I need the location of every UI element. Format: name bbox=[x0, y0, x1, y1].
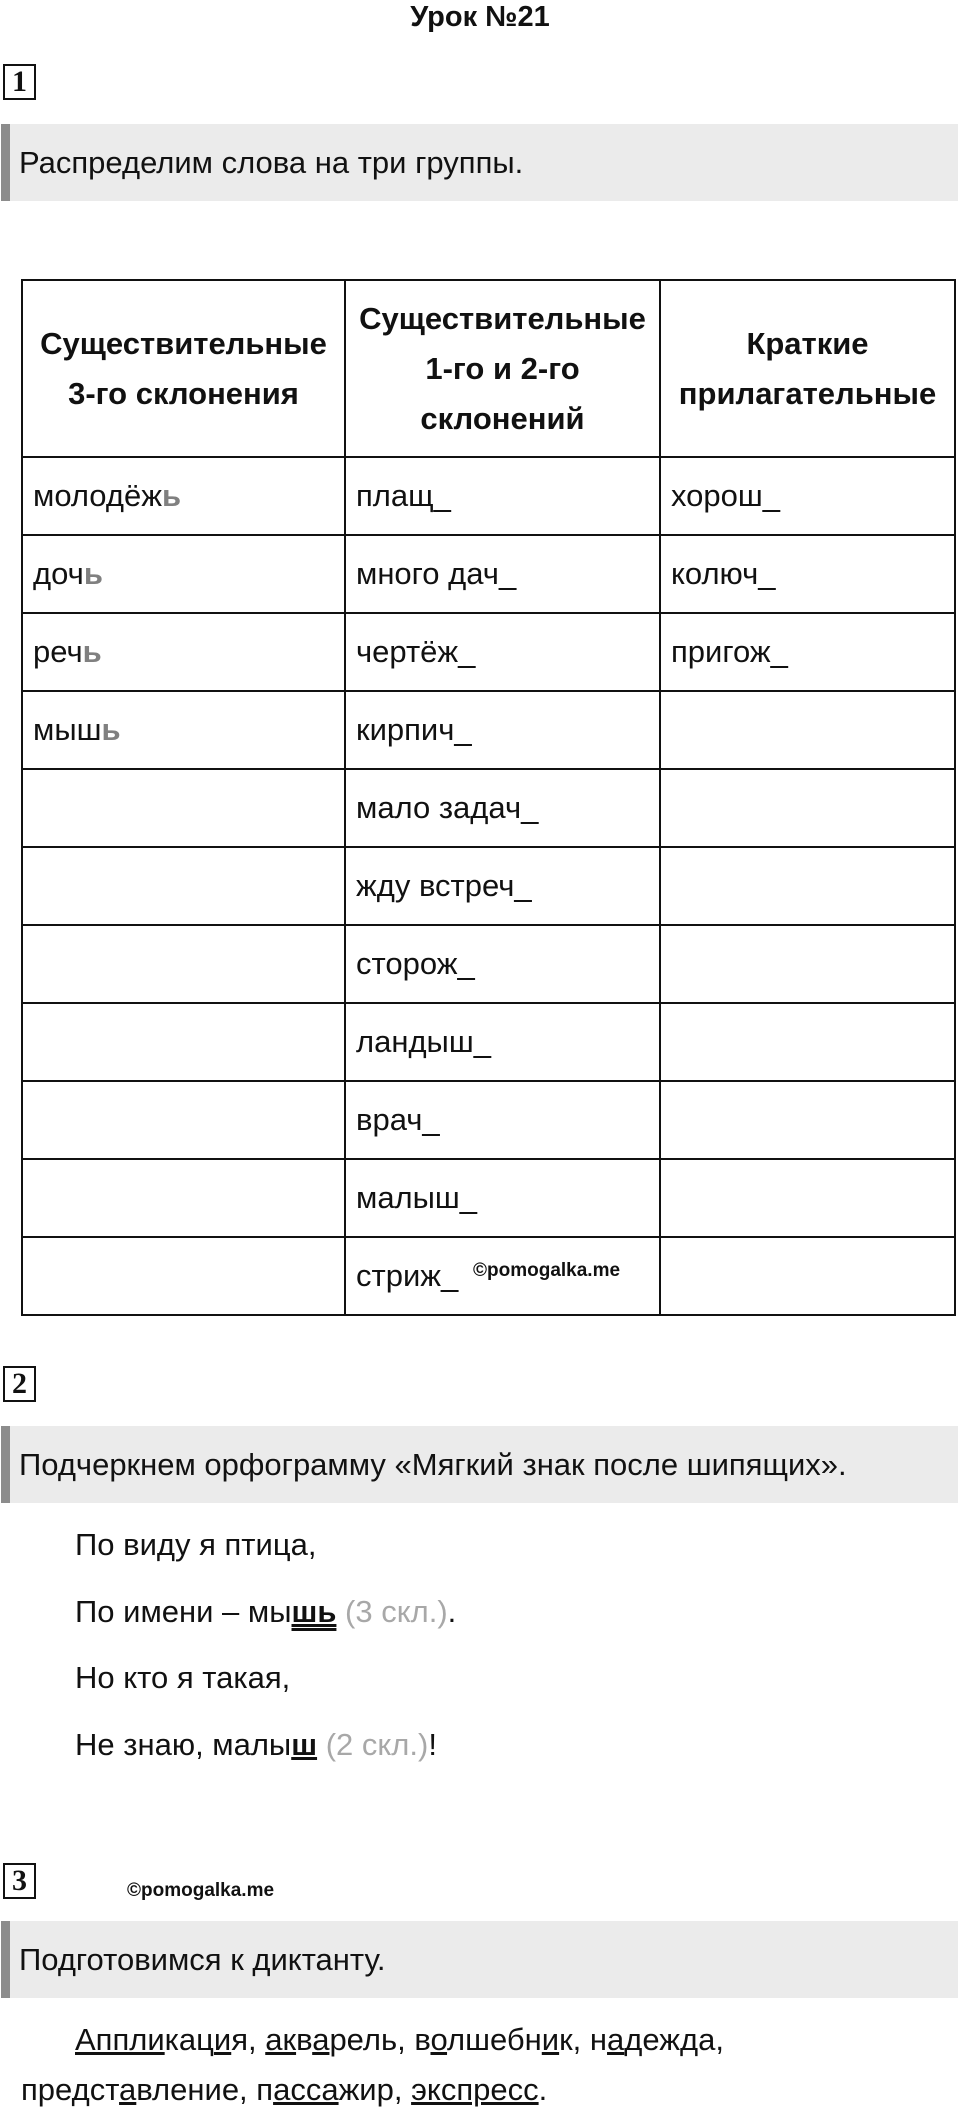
declension-note: (3 скл.) bbox=[345, 1594, 448, 1629]
cell-short-adjective: колюч_ bbox=[660, 535, 955, 613]
cell-short-adjective: хорош_ bbox=[660, 457, 955, 535]
poem-line-4: Не знаю, малыш (2 скл.)! bbox=[75, 1727, 437, 1762]
cell-short-adjective bbox=[660, 691, 955, 769]
table-row bbox=[22, 1081, 955, 1159]
underlined-spelling: шь bbox=[291, 1594, 337, 1629]
underlined-letters: ак bbox=[265, 2022, 297, 2057]
cell-3rd-declension: молодёжь bbox=[22, 457, 345, 535]
cell-short-adjective bbox=[660, 925, 955, 1003]
cell-3rd-declension bbox=[22, 1081, 345, 1159]
cell-1st-2nd-declension: жду встреч_ bbox=[345, 847, 660, 925]
cell-3rd-declension bbox=[22, 1237, 345, 1315]
word-groups-table bbox=[21, 279, 956, 1316]
cell-short-adjective bbox=[660, 1159, 955, 1237]
watermark: ©pomogalka.me bbox=[473, 1260, 621, 1281]
table-row bbox=[22, 925, 955, 1003]
cell-3rd-declension bbox=[22, 769, 345, 847]
cell-short-adjective bbox=[660, 1003, 955, 1081]
table-row bbox=[22, 769, 955, 847]
task-instruction-2: Подчеркнем орфограмму «Мягкий знак после шипящих». bbox=[1, 1426, 958, 1503]
table-row bbox=[22, 535, 955, 613]
underlined-letters: а bbox=[312, 2022, 330, 2057]
cell-3rd-declension bbox=[22, 1003, 345, 1081]
underlined-letters: асса bbox=[273, 2072, 339, 2107]
cell-1st-2nd-declension: чертёж_ bbox=[345, 613, 660, 691]
table-row bbox=[22, 847, 955, 925]
underlined-letters: Аппли bbox=[75, 2022, 165, 2057]
underlined-letters: и bbox=[541, 2022, 560, 2057]
column-header-1st-2nd-declension: Существительные 1-го и 2-го склонений bbox=[345, 280, 660, 457]
task-instruction-1: Распределим слова на три группы. bbox=[1, 124, 958, 201]
task-number-2: 2 bbox=[3, 1366, 36, 1402]
column-header-3rd-declension: Существительные 3-го склонения bbox=[22, 280, 345, 457]
underlined-letters: д bbox=[71, 2072, 90, 2107]
cell-1st-2nd-declension: плащ_ bbox=[345, 457, 660, 535]
cell-3rd-declension bbox=[22, 847, 345, 925]
cell-short-adjective bbox=[660, 847, 955, 925]
cell-3rd-declension: дочь bbox=[22, 535, 345, 613]
soft-sign: ь bbox=[161, 478, 181, 513]
table-row bbox=[22, 457, 955, 535]
cell-1st-2nd-declension: мало задач_ bbox=[345, 769, 660, 847]
dictation-line-2: представление, пассажир, экспресс. bbox=[21, 2072, 548, 2107]
task-number-3: 3 bbox=[3, 1863, 36, 1899]
task-instruction-3: Подготовимся к диктанту. bbox=[1, 1921, 958, 1998]
cell-short-adjective bbox=[660, 1237, 955, 1315]
task-number-1: 1 bbox=[3, 64, 36, 100]
cell-short-adjective bbox=[660, 769, 955, 847]
poem-line-3: Но кто я такая, bbox=[75, 1660, 291, 1695]
cell-3rd-declension: речь bbox=[22, 613, 345, 691]
cell-3rd-declension bbox=[22, 925, 345, 1003]
declension-note: (2 скл.) bbox=[325, 1727, 429, 1762]
underlined-letters: и bbox=[213, 2022, 232, 2057]
cell-short-adjective: пригож_ bbox=[660, 613, 955, 691]
dictation-line-1: Аппликация, акварель, волшебник, надежда, bbox=[75, 2022, 724, 2057]
cell-1st-2nd-declension: сторож_ bbox=[345, 925, 660, 1003]
underlined-letters: экспресс bbox=[411, 2072, 539, 2107]
table-row bbox=[22, 691, 955, 769]
table-row bbox=[22, 613, 955, 691]
cell-1st-2nd-declension: кирпич_ bbox=[345, 691, 660, 769]
cell-1st-2nd-declension: много дач_ bbox=[345, 535, 660, 613]
column-header-short-adjectives: Краткие прилагательные bbox=[660, 280, 955, 457]
underlined-letters: а bbox=[119, 2072, 137, 2107]
cell-1st-2nd-declension: ландыш_ bbox=[345, 1003, 660, 1081]
cell-1st-2nd-declension: врач_ bbox=[345, 1081, 660, 1159]
cell-1st-2nd-declension: малыш_ bbox=[345, 1159, 660, 1237]
cell-1st-2nd-declension: стриж_ bbox=[345, 1237, 660, 1315]
soft-sign: ь bbox=[101, 712, 121, 747]
table-row bbox=[22, 1003, 955, 1081]
underlined-letters: о bbox=[430, 2022, 448, 2057]
soft-sign: ь bbox=[82, 634, 102, 669]
poem-line-1: По виду я птица, bbox=[75, 1527, 317, 1562]
underlined-letters: а bbox=[607, 2022, 625, 2057]
soft-sign: ь bbox=[83, 556, 103, 591]
cell-3rd-declension bbox=[22, 1159, 345, 1237]
table-row bbox=[22, 1159, 955, 1237]
watermark: ©pomogalka.me bbox=[127, 1880, 275, 1901]
lesson-title: Урок №21 bbox=[410, 1, 550, 33]
poem-line-2: По имени – мышь (3 скл.). bbox=[75, 1594, 457, 1629]
underlined-spelling: ш bbox=[291, 1727, 318, 1762]
cell-short-adjective bbox=[660, 1081, 955, 1159]
cell-3rd-declension: мышь bbox=[22, 691, 345, 769]
